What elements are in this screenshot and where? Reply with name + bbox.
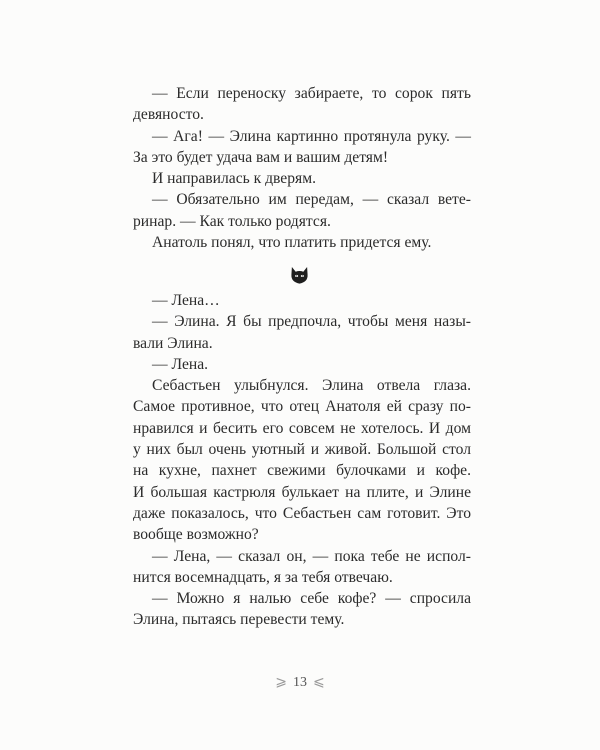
text-section-1 <box>133 83 471 253</box>
text-line: Анатоль понял, что платить придется ему. <box>152 234 432 252</box>
paragraph <box>133 290 471 311</box>
text-line: на кухне, пахнет свежими булочками и кофе. <box>133 462 471 480</box>
paragraph <box>133 375 471 545</box>
paragraph <box>133 588 471 631</box>
text-line: — Лена, — сказал он, — пока тебе не испол- <box>152 547 471 565</box>
text-line: ринар. — Как только родятся. <box>133 212 331 230</box>
paragraph <box>133 168 471 189</box>
text-line: — Можно я налью себе кофе? — спросила <box>152 590 471 608</box>
text-line: вообще возможно? <box>133 526 259 544</box>
paragraph <box>133 232 471 253</box>
text-line: — Если переноску забираете, то сорок пять <box>152 85 471 102</box>
text-line: — Ага! — Элина картинно протянула руку. — <box>152 127 471 145</box>
paragraph <box>133 126 471 169</box>
paragraph <box>133 189 471 232</box>
text-line: — Элина. Я бы предпочла, чтобы меня назы- <box>152 313 471 331</box>
paragraph <box>133 354 471 375</box>
page-number-right-ornament: ⩽ <box>313 675 325 690</box>
text-line: нится восемнадцать, я за тебя отвечаю. <box>133 568 393 586</box>
cat-face-icon <box>290 266 309 285</box>
page-number: 13 <box>293 675 307 690</box>
text-line: Элина, пытаясь перевести тему. <box>133 611 345 629</box>
text-line: — Лена… <box>152 292 220 309</box>
page-number-footer <box>0 674 600 691</box>
text-line: Себастьен улыбнулся. Элина отвела глаза. <box>152 377 471 395</box>
text-line: — Обязательно им передам, — сказал вете- <box>152 191 471 209</box>
text-line: вали Элина. <box>133 334 213 352</box>
text-line: За это будет удача вам и вашим детям! <box>133 148 389 166</box>
page-number-left-ornament: ⩾ <box>275 675 287 690</box>
paragraph <box>133 311 471 354</box>
text-line: девяносто. <box>133 106 204 124</box>
text-line: — Лена. <box>152 355 209 373</box>
text-line: И большая кастрюля булькает на плите, и Элине <box>133 483 471 501</box>
text-line: Самое противное, что отец Анатоля ей сразу по- <box>133 398 471 416</box>
text-line: даже показалось, что Себастьен сам готовит. Это <box>133 504 471 522</box>
text-line: у них был очень уютный и живой. Большой стол <box>133 441 471 459</box>
paragraph <box>133 546 471 589</box>
text-line: нравился и бесить его совсем не хотелось. И дом <box>133 419 471 437</box>
text-section-2 <box>133 290 471 631</box>
text-line: И направилась к дверям. <box>152 170 316 188</box>
paragraph <box>133 83 471 126</box>
